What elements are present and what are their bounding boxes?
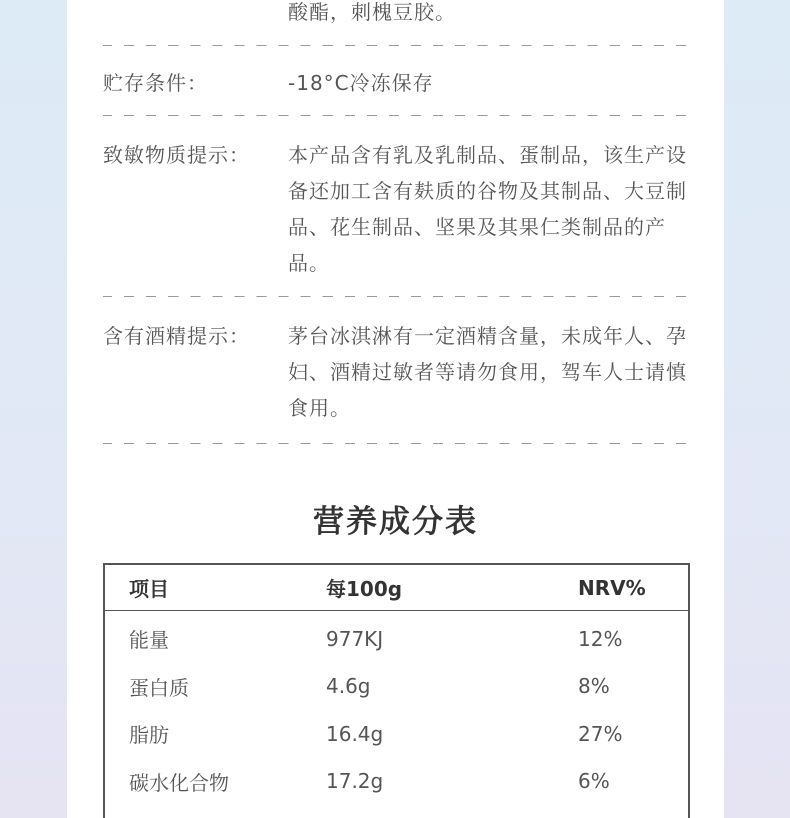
divider [103,115,690,116]
header-nrv: NRV% [578,575,646,600]
ingredients-value: 酸酯，刺槐豆胶。 [288,0,456,24]
nutrition-table [103,563,690,818]
nutrient-name: 碳水化合物 [129,770,229,795]
table-row [105,615,688,663]
nutrient-nrv: 6% [578,769,610,794]
table-row [105,758,688,806]
alcohol-label: 含有酒精提示： [103,324,250,348]
alcohol-row [103,318,690,426]
table-row [105,663,688,711]
storage-row [103,65,690,101]
header-item: 项目 [129,577,169,601]
allergen-label: 致敏物质提示： [103,143,250,167]
alcohol-value: 茅台冰淇淋有一定酒精含量，未成年人、孕妇、酒精过敏者等请勿食用，驾车人士请慎食用。 [288,324,687,420]
product-info-card [67,0,724,818]
nutrient-nrv: 8% [578,674,610,699]
allergen-row [103,137,690,281]
storage-value: -18°C冷冻保存 [288,71,434,95]
nutrition-table-body [105,611,688,805]
divider [103,443,690,444]
divider [103,296,690,297]
nutrient-nrv: 27% [578,721,623,746]
nutrient-amount: 977KJ [326,626,384,651]
table-row [105,710,688,758]
nutrient-amount: 17.2g [326,769,384,794]
nutrient-name: 脂肪 [129,723,169,748]
nutrient-amount: 4.6g [326,674,371,699]
storage-label: 贮存条件： [103,71,208,95]
nutrient-amount: 16.4g [326,721,384,746]
nutrition-title: 营养成分表 [313,504,478,540]
nutrient-name: 能量 [129,628,169,653]
nutrient-nrv: 12% [578,626,623,651]
allergen-value: 本产品含有乳及乳制品、蛋制品，该生产设备还加工含有麸质的谷物及其制品、大豆制品、花生制品、坚果及其果仁类制品的产品。 [288,143,687,275]
nutrient-name: 蛋白质 [129,675,189,700]
header-per-100g: 每100g [326,577,403,601]
nutrition-table-header [105,565,688,611]
divider [103,45,690,46]
ingredients-row [103,0,690,30]
